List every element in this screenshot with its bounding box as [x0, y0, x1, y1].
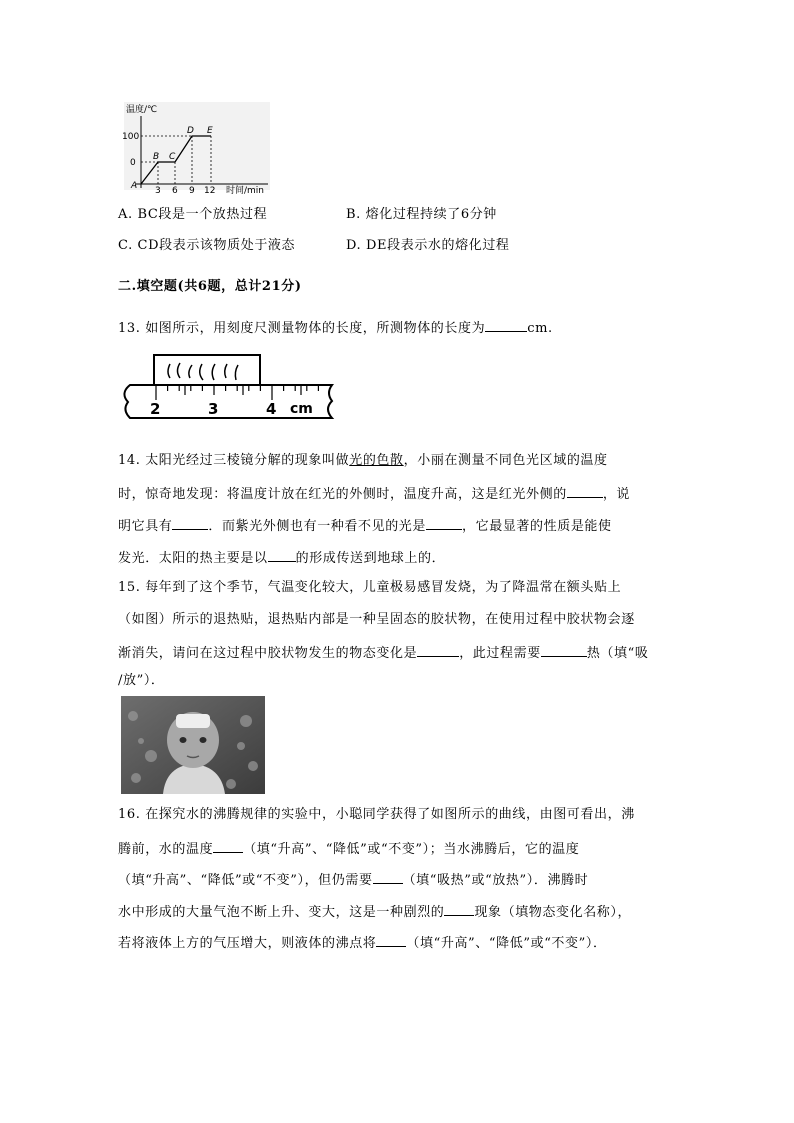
q16-line-1: 16. 在探究水的沸腾规律的实验中，小聪同学获得了如图所示的曲线，由图可看出，沸	[118, 807, 635, 822]
q12-option-a: A. BC段是一个放热过程	[118, 207, 268, 222]
q15-line-3	[118, 643, 648, 662]
q16-blank-1[interactable]	[213, 839, 243, 853]
graph-xtick-3: 3	[155, 186, 161, 196]
q14-part-4a: 发光．太阳的热主要是以	[118, 551, 268, 566]
q13-answer-blank[interactable]	[485, 318, 527, 332]
q16-part-2a: 腾前，水的温度	[118, 842, 214, 857]
q15-blank-1[interactable]	[417, 643, 459, 657]
q14-part-1b: ，小丽在测量不同色光区域的温度	[403, 453, 608, 468]
q16-blank-2[interactable]	[373, 870, 403, 884]
q14-part-3c: ，它最显著的性质是能使	[462, 519, 612, 534]
q13-unit: cm.	[527, 321, 553, 336]
ruler-figure	[118, 352, 338, 432]
q13-text	[118, 318, 553, 337]
q15-line-4: /放”）．	[118, 673, 165, 688]
q14-line-2	[118, 484, 630, 503]
point-D: D	[187, 126, 194, 136]
q16-blank-4[interactable]	[376, 933, 406, 947]
q15-line-2: （如图）所示的退热贴，退热贴内部是一种呈固态的胶状物，在使用过程中胶状物会逐	[118, 612, 635, 627]
q16-line-3	[118, 870, 588, 889]
q16-part-4a: 水中形成的大量气泡不断上升、变大，这是一种剧烈的	[118, 905, 445, 920]
q14-part-3b: ．而紫光外侧也有一种看不见的光是	[208, 519, 427, 534]
q14-line-4	[118, 548, 445, 567]
q16-part-3a: （填“升高”、“降低”或“不变”），但仍需要	[118, 873, 373, 888]
q14-line-3	[118, 516, 612, 535]
q15-blank-2[interactable]	[541, 643, 587, 657]
q16-blank-3[interactable]	[444, 902, 474, 916]
q15-part-3c: 热（填“吸	[586, 646, 649, 661]
q14-part-3a: 明它具有	[118, 519, 173, 534]
q16-part-4b: 现象（填物态变化名称），	[474, 905, 632, 920]
q15-part-3b: ，此过程需要	[459, 646, 541, 661]
measured-object	[154, 355, 260, 385]
graph-ytick-0: 0	[130, 158, 136, 168]
baby-photo	[121, 696, 265, 794]
graph-xtick-12: 12	[204, 186, 216, 196]
q12-option-c: C. CD段表示该物质处于液态	[118, 238, 296, 253]
graph-xlabel: 时间/min	[226, 186, 265, 196]
q12-option-b: B. 熔化过程持续了6分钟	[346, 207, 497, 222]
graph-xtick-9: 9	[189, 186, 195, 196]
q14-part-4b: 的形成传送到地球上的．	[295, 551, 446, 566]
point-B: B	[153, 152, 160, 162]
ruler-label-2: 2	[150, 400, 161, 418]
q15-part-3a: 渐消失，请问在这过程中胶状物发生的物态变化是	[118, 646, 418, 661]
ruler-label-3: 3	[208, 400, 219, 418]
q14-blank-4[interactable]	[268, 548, 296, 562]
graph-ytick-100: 100	[122, 132, 140, 142]
q14-blank-2[interactable]	[172, 516, 208, 530]
q14-line-1	[118, 453, 608, 469]
q16-line-2	[118, 839, 579, 858]
q14-blank-1[interactable]	[567, 484, 603, 498]
q13-question: 13. 如图所示，用刻度尺测量物体的长度，所测物体的长度为	[118, 321, 486, 336]
q14-filled-answer: 光的色散	[349, 453, 404, 468]
q16-line-4	[118, 902, 631, 921]
section-title: 二.填空题(共6题，总计21分)	[118, 279, 302, 294]
q15-line-1: 15. 每年到了这个季节，气温变化较大，儿童极易感冒发烧，为了降温常在额头贴上	[118, 580, 622, 595]
graph-xtick-6: 6	[172, 186, 178, 196]
point-C: C	[169, 152, 176, 162]
q14-part-2a: 时，惊奇地发现：将温度计放在红光的外侧时，温度升高，这是红光外侧的	[118, 487, 567, 502]
point-A: A	[131, 181, 138, 191]
point-E: E	[207, 126, 213, 136]
q16-part-2b: （填“升高”、“降低”或“不变”）；当水沸腾后，它的温度	[243, 842, 580, 857]
q16-line-5	[118, 933, 607, 952]
temperature-time-graph	[118, 100, 278, 196]
q14-blank-3[interactable]	[426, 516, 462, 530]
q14-part-1a: 14. 太阳光经过三棱镜分解的现象叫做	[118, 453, 350, 468]
graph-ylabel: 温度/℃	[126, 105, 158, 115]
q16-part-3b: （填“吸热”或“放热”）．沸腾时	[402, 873, 589, 888]
q16-part-5a: 若将液体上方的气压增大，则液体的沸点将	[118, 936, 377, 951]
q14-part-2b: ，说	[602, 487, 631, 502]
q12-option-d: D. DE段表示水的熔化过程	[346, 238, 510, 253]
ruler-unit: cm	[290, 401, 313, 417]
ruler-label-4: 4	[266, 400, 277, 418]
q16-part-5b: （填“升高”、“降低”或“不变”）．	[406, 936, 607, 951]
